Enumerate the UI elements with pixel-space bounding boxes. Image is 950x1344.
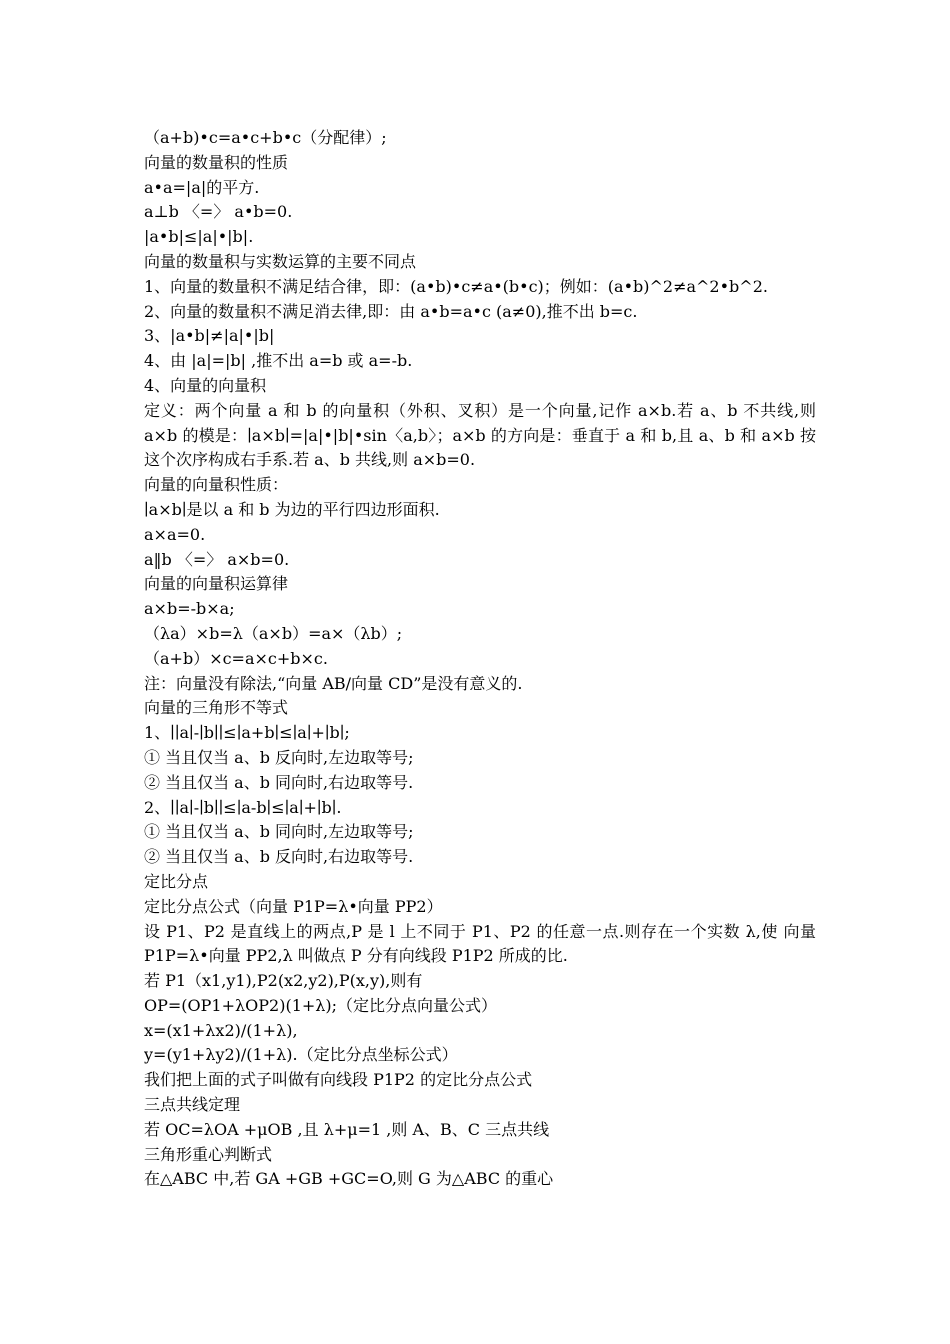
text-line: ① 当且仅当 a、b 同向时,左边取等号; — [144, 822, 414, 842]
section-heading: 向量的数量积与实数运算的主要不同点 — [144, 251, 417, 271]
text-line: x=(x1+λx2)/(1+λ), — [144, 1020, 298, 1040]
text-line: a×b=-b×a; — [144, 599, 235, 619]
section-heading: 向量的数量积的性质 — [144, 152, 289, 172]
text-line: 若 P1（x1,y1),P2(x2,y2),P(x,y),则有 — [144, 971, 423, 991]
section-heading: 4、向量的向量积 — [144, 375, 267, 395]
document-body — [144, 126, 816, 1192]
text-line: 若 OC=λOA +μOB ,且 λ+μ=1 ,则 A、B、C 三点共线 — [144, 1119, 550, 1139]
text-line: （a+b）×c=a×c+b×c. — [144, 648, 328, 668]
text-line: ② 当且仅当 a、b 反向时,右边取等号. — [144, 847, 414, 867]
text-line: 3、|a•b|≠|a|•|b| — [144, 326, 275, 346]
text-line: 2、向量的数量积不满足消去律,即：由 a•b=a•c (a≠0),推不出 b=c. — [144, 301, 638, 321]
text-line: a•a=|a|的平方. — [144, 177, 260, 197]
text-line: 定比分点公式（向量 P1P=λ•向量 PP2） — [144, 896, 443, 916]
section-heading: 向量的向量积性质： — [144, 475, 289, 495]
text-line: ① 当且仅当 a、b 反向时,左边取等号; — [144, 747, 414, 767]
text-line: 2、∣∣a∣-∣b∣∣≤∣a-b∣≤∣a∣+∣b∣. — [144, 797, 342, 817]
text-line: 在△ABC 中,若 GA +GB +GC=O,则 G 为△ABC 的重心 — [144, 1169, 554, 1189]
text-line: OP=(OP1+λOP2)(1+λ);（定比分点向量公式） — [144, 995, 498, 1015]
section-heading: 定比分点 — [144, 871, 209, 891]
text-line: y=(y1+λy2)/(1+λ).（定比分点坐标公式） — [144, 1045, 458, 1065]
text-line: （a+b)•c=a•c+b•c（分配律）; — [144, 128, 387, 147]
text-line: （λa）×b=λ（a×b）=a×（λb）; — [144, 623, 403, 643]
text-line: 1、∣∣a∣-∣b∣∣≤∣a+b∣≤∣a∣+∣b∣; — [144, 723, 350, 743]
text-line: a⊥b 〈=〉 a•b=0. — [144, 202, 293, 222]
section-heading: 三点共线定理 — [144, 1095, 241, 1115]
text-line: ∣a×b∣是以 a 和 b 为边的平行四边形面积. — [144, 499, 440, 519]
text-line: |a•b|≤|a|•|b|. — [144, 227, 254, 247]
text-line: ② 当且仅当 a、b 同向时,右边取等号. — [144, 772, 414, 792]
text-line: a×a=0. — [144, 524, 206, 544]
section-heading: 三角形重心判断式 — [144, 1144, 273, 1164]
section-heading: 向量的三角形不等式 — [144, 698, 289, 718]
paragraph: 1、向量的数量积不满足结合律，即：(a•b)•c≠a•(b•c)；例如：(a•b)^2≠a^2•b^2. — [144, 276, 768, 296]
text-line: 4、由 |a|=|b| ,推不出 a=b 或 a=-b. — [144, 351, 413, 371]
paragraph: 定义：两个向量 a 和 b 的向量积（外积、叉积）是一个向量,记作 a×b.若 a、b 不共线,则 a×b 的模是：∣a×b∣=|a|•|b|•sin〈a,b〉；a×b 的方向是：垂直于 a 和 b,且 a、b 和 a×b 按这个次序构成右手系.若 a、b 共线,则 a×b=0. — [144, 400, 816, 470]
text-line: 我们把上面的式子叫做有向线段 P1P2 的定比分点公式 — [144, 1070, 533, 1090]
text-line: a‖b 〈=〉 a×b=0. — [144, 549, 290, 569]
paragraph: 设 P1、P2 是直线上的两点,P 是 l 上不同于 P1、P2 的任意一点.则存在一个实数 λ,使 向量 P1P=λ•向量 PP2,λ 叫做点 P 分有向线段 P1P2 所成的比. — [144, 921, 816, 966]
text-line: 注：向量没有除法,“向量 AB/向量 CD”是没有意义的. — [144, 673, 523, 693]
section-heading: 向量的向量积运算律 — [144, 574, 289, 594]
